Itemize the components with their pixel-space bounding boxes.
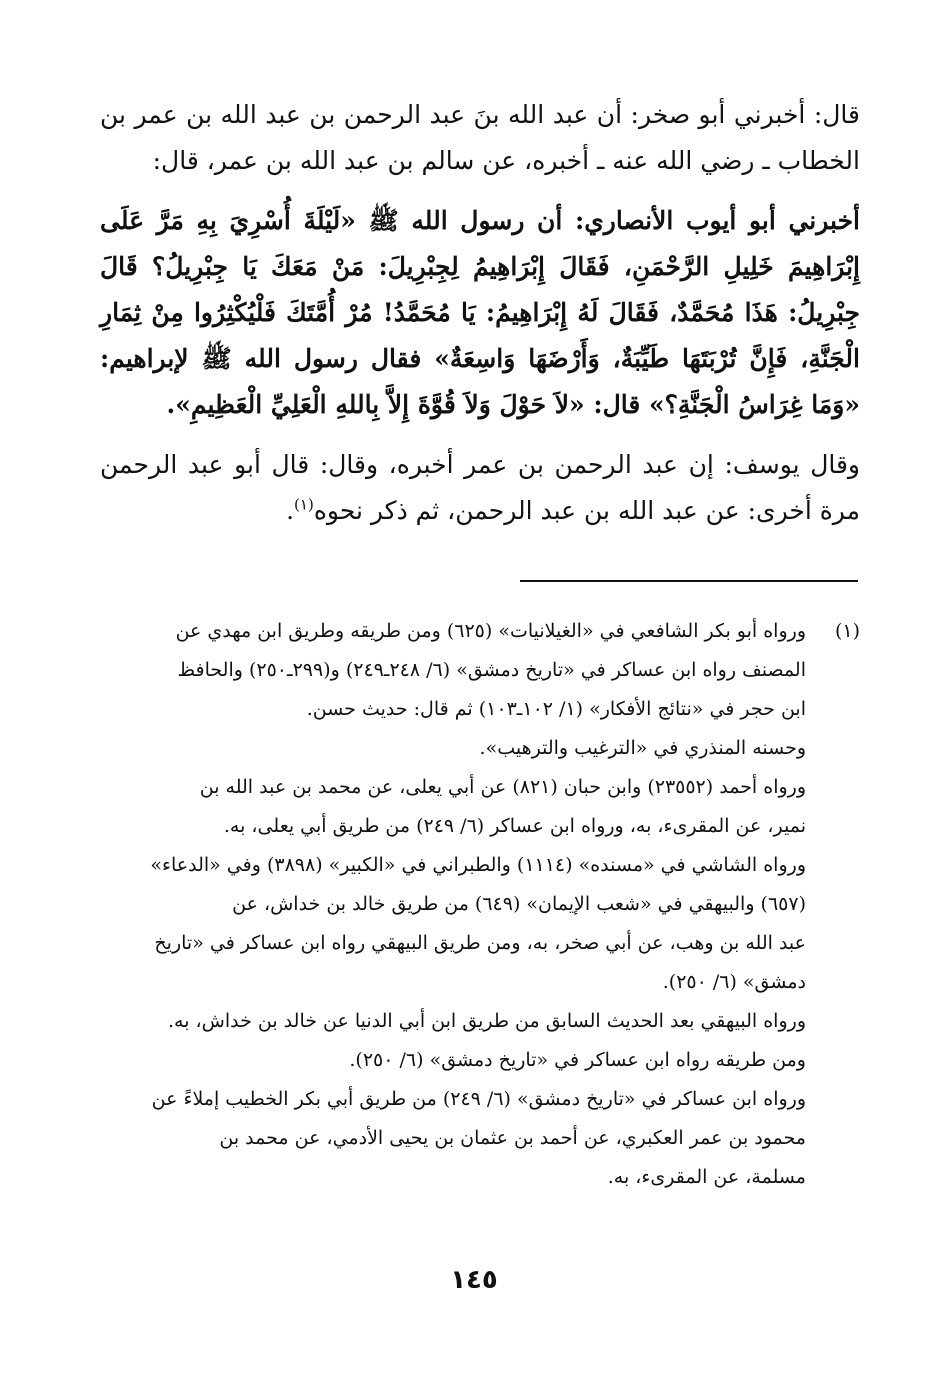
footnote-line: مسلمة، عن المقرىء، به.: [607, 1166, 806, 1188]
footnote-line: عبد الله بن وهب، عن أبي صخر، به، ومن طريق البيهقي رواه ابن عساكر في «تاريخ: [154, 932, 806, 954]
page-number: ١٤٥: [450, 1265, 498, 1295]
footnote-line: محمود بن عمر العكبري، عن أحمد بن عثمان بن يحيى الأدمي، عن محمد بن: [219, 1127, 806, 1149]
footnote-line: المصنف رواه ابن عساكر في «تاريخ دمشق» (٦/ ٢٤٨ـ٢٤٩) و(٢٩٩ـ٢٥٠) والحافظ: [177, 659, 806, 681]
footnote-marker[interactable]: (١): [294, 495, 314, 514]
footnote-number: (١): [834, 620, 860, 642]
footnote-line: (٦٥٧) والبيهقي في «شعب الإيمان» (٦٤٩) من طريق خالد بن خداش، عن: [232, 893, 806, 915]
footnote-line: ورواه الشاشي في «مسنده» (١١١٤) والطبراني في «الكبير» (٣٨٩٨) وفي «الدعاء»: [150, 854, 806, 876]
paragraph-note-text: وقال يوسف: إن عبد الرحمن بن عمر أخبره، وقال: قال أبو عبد الرحمن مرة أخرى: عن عبد الله بن عبد الرحمن، ثم ذكر نحوه: [100, 450, 860, 525]
paragraph-isnad: قال: أخبرني أبو صخر: أن عبد الله بنَ عبد الرحمن بن عبد الله بن عمر بن الخطاب ـ رضي الله عنه ـ أخبره، عن سالم بن عبد الله بن عمر، قال:: [100, 100, 860, 175]
footnote-line: ومن طريقه رواه ابن عساكر في «تاريخ دمشق» (٦/ ٢٥٠).: [349, 1049, 806, 1071]
footnote-line: وحسنه المنذري في «الترغيب والترهيب».: [479, 737, 806, 759]
footnote-body: [100, 612, 806, 1197]
footnote-line: دمشق» (٦/ ٢٥٠).: [662, 971, 806, 993]
footnote-separator: [520, 580, 858, 582]
paragraph-hadith: أخبرني أبو أيوب الأنصاري: أن رسول الله ﷺ «لَيْلَةَ أُسْرِيَ بِهِ مَرَّ عَلَى إِبْرَاهِيمَ خَلِيلِ الرَّحْمَنِ، فَقَالَ إِبْرَاهِيمُ لِجِبْرِيلَ: مَنْ مَعَكَ يَا جِبْرِيلُ؟ قَالَ جِبْرِيلُ: هَذَا مُحَمَّدٌ، فَقَالَ لَهُ إِبْرَاهِيمُ: يَا مُحَمَّدُ! مُرْ أُمَّتَكَ فَلْيُكْثِرُوا مِنْ ثِمَارِ الْجَنَّةِ، فَإِنَّ تُرْبَتَهَا طَيِّبَةٌ، وَأَرْضَهَا وَاسِعَةٌ» فقال رسول الله ﷺ لإبراهيم: «وَمَا غِرَاسُ الْجَنَّةِ؟» قال: «لاَ حَوْلَ وَلاَ قُوَّةَ إِلاَّ بِاللهِ الْعَلِيِّ الْعَظِيمِ».: [100, 206, 860, 419]
paragraph-note-end: .: [286, 496, 295, 525]
footnotes: [100, 612, 860, 1197]
footnote-line: نمير، عن المقرىء، به، ورواه ابن عساكر (٦/ ٢٤٩) من طريق أبي يعلى، به.: [223, 815, 806, 837]
footnote-line: ابن حجر في «نتائج الأفكار» (١/ ١٠٢ـ١٠٣) ثم قال: حديث حسن.: [306, 698, 806, 720]
footnote-1: [100, 612, 860, 1197]
paragraph-note: [100, 442, 860, 534]
main-text: [100, 92, 860, 548]
footnote-line: ورواه أبو بكر الشافعي في «الغيلانيات» (٦٢٥) ومن طريقه وطريق ابن مهدي عن: [175, 620, 806, 642]
footnote-line: ورواه أحمد (٢٣٥٥٢) وابن حبان (٨٢١) عن أبي يعلى، عن محمد بن عبد الله بن: [199, 776, 806, 798]
footnote-line: ورواه ابن عساكر في «تاريخ دمشق» (٦/ ٢٤٩) من طريق أبي بكر الخطيب إملاءً عن: [151, 1088, 806, 1110]
footnote-line: ورواه البيهقي بعد الحديث السابق من طريق ابن أبي الدنيا عن خالد بن خداش، به.: [167, 1010, 806, 1032]
